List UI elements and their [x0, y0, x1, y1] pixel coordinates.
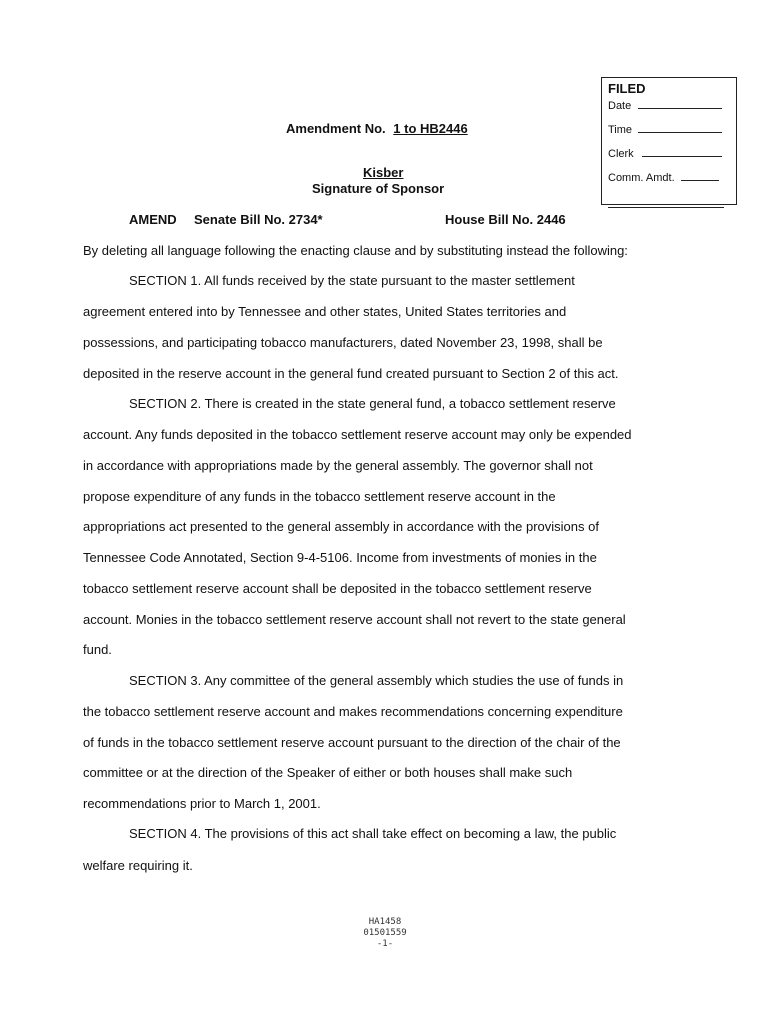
body-line: By deleting all language following the enacting clause and by substituting instead the following: [83, 243, 628, 258]
filed-stamp-box [601, 77, 737, 205]
sponsor-caption: Signature of Sponsor [312, 181, 445, 196]
filed-comm-blank [681, 170, 719, 181]
filed-extra-blank [608, 195, 724, 208]
body-line: possessions, and participating tobacco manufacturers, dated November 23, 1998, shall be [83, 335, 603, 350]
filed-date-blank [638, 98, 722, 109]
body-line: committee or at the direction of the Speaker of either or both houses shall make such [83, 765, 573, 780]
filed-time-line [608, 122, 730, 137]
filed-date-line [608, 98, 730, 113]
section-3-start: SECTION 3. Any committee of the general assembly which studies the use of funds in [129, 673, 624, 688]
body-line: welfare requiring it. [83, 858, 193, 873]
filed-comm-label: Comm. Amdt. [608, 172, 675, 184]
footer-code-2: 01501559 [363, 928, 407, 938]
page-number: -1- [376, 939, 394, 949]
amendment-title [286, 121, 468, 136]
filed-date-label: Date [608, 100, 632, 112]
amend-label: AMEND [129, 212, 177, 227]
body-line: agreement entered into by Tennessee and other states, United States territories and [83, 304, 567, 319]
footer-code-1: HA1458 [368, 917, 402, 927]
filed-time-blank [638, 122, 722, 133]
body-line: of funds in the tobacco settlement reserve account pursuant to the direction of the chair of the [83, 735, 621, 750]
body-line: deposited in the reserve account in the general fund created pursuant to Section 2 of this act. [83, 366, 619, 381]
body-line: fund. [83, 642, 112, 657]
filed-clerk-blank [642, 146, 722, 157]
body-line: account. Any funds deposited in the tobacco settlement reserve account may only be expended [83, 427, 632, 442]
filed-comm-line [608, 170, 730, 185]
filed-time-label: Time [608, 124, 633, 136]
body-line: recommendations prior to March 1, 2001. [83, 796, 321, 811]
house-bill-number: House Bill No. 2446 [445, 212, 566, 227]
body-line: tobacco settlement reserve account shall be deposited in the tobacco settlement reserve [83, 581, 592, 596]
section-4-start: SECTION 4. The provisions of this act shall take effect on becoming a law, the public [129, 826, 617, 841]
filed-title: FILED [608, 81, 646, 96]
body-line: appropriations act presented to the general assembly in accordance with the provisions of [83, 519, 599, 534]
body-line: Tennessee Code Annotated, Section 9-4-5106. Income from investments of monies in the [83, 550, 597, 565]
body-line: the tobacco settlement reserve account and makes recommendations concerning expenditure [83, 704, 623, 719]
amendment-prefix: Amendment No. [286, 121, 386, 136]
section-1-start: SECTION 1. All funds received by the state pursuant to the master settlement [129, 273, 575, 288]
body-line: account. Monies in the tobacco settlement reserve account shall not revert to the state general [83, 612, 626, 627]
section-2-start: SECTION 2. There is created in the state general fund, a tobacco settlement reserve [129, 396, 616, 411]
filed-clerk-label: Clerk [608, 148, 634, 160]
body-line: in accordance with appropriations made by the general assembly. The governor shall not [83, 458, 593, 473]
amendment-number: 1 to HB2446 [393, 121, 468, 136]
body-line: propose expenditure of any funds in the tobacco settlement reserve account in the [83, 489, 556, 504]
senate-bill-number: Senate Bill No. 2734* [194, 212, 323, 227]
sponsor-name: Kisber [363, 165, 404, 180]
filed-clerk-line [608, 146, 730, 161]
